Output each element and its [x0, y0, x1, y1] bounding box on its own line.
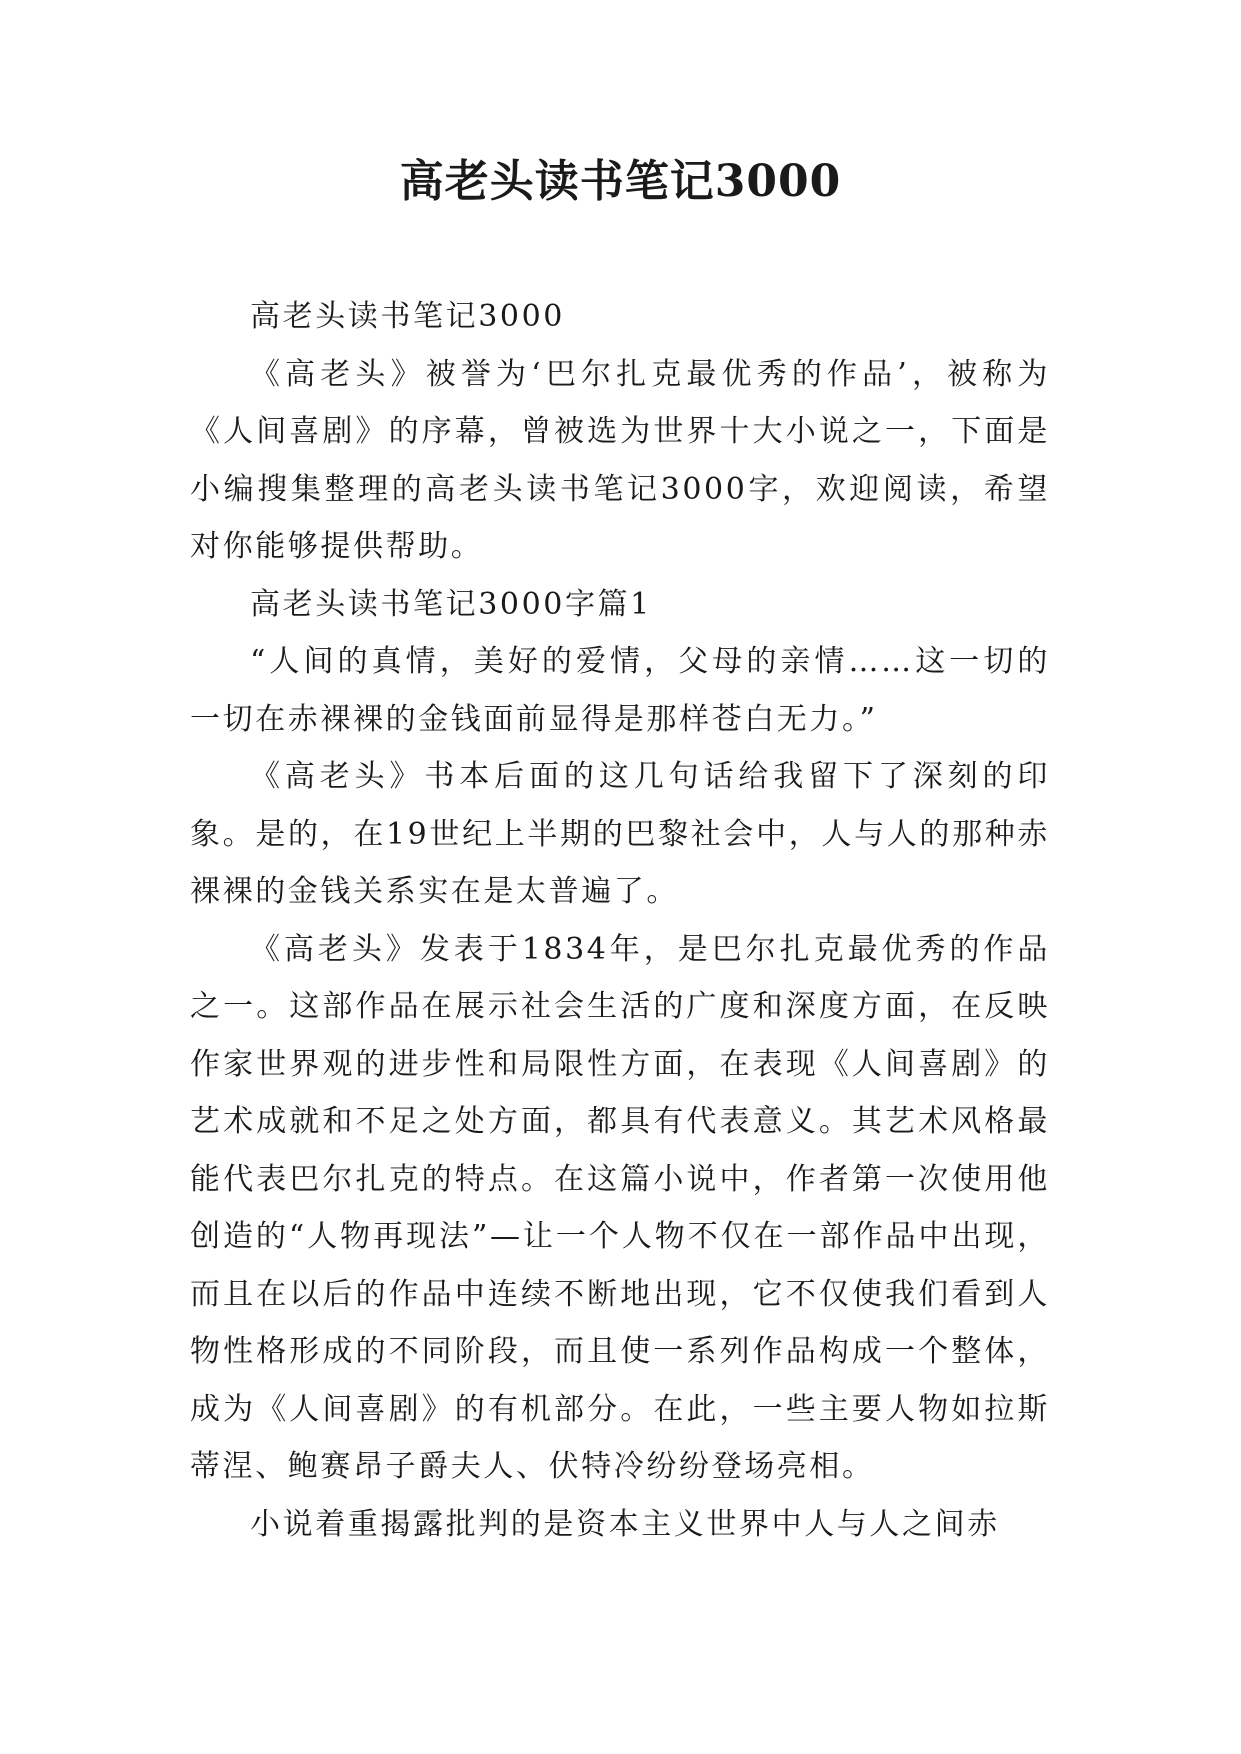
paragraph-impression: 《高老头》书本后面的这几句话给我留下了深刻的印象。是的，在19世纪上半期的巴黎社会中，人与人的那种赤裸裸的金钱关系实在是太普遍了。 — [190, 759, 1050, 909]
paragraph-intro: 《高老头》被誉为‘巴尔扎克最优秀的作品’，被称为《人间喜剧》的序幕，曾被选为世界十大小说之一，下面是小编搜集整理的高老头读书笔记3000字，欢迎阅读，希望对你能够提供帮助。 — [190, 356, 1050, 564]
paragraph-quote: “人间的真情，美好的爱情，父母的亲情……这一切的一切在赤裸裸的金钱面前显得是那样苍白无力。” — [190, 644, 1050, 737]
paragraph-background: 《高老头》发表于1834年，是巴尔扎克最优秀的作品之一。这部作品在展示社会生活的广度和深度方面，在反映作家世界观的进步性和局限性方面，在表现《人间喜剧》的艺术成就和不足之处方面，都具有代表意义。其艺术风格最能代表巴尔扎克的特点。在这篇小说中，作者第一次使用他创造的“人物再现法”—让一个人物不仅在一部作品中出现，而且在以后的作品中连续不断地出现，它不仅使我们看到人物性格形成的不同阶段，而且使一系列作品构成一个整体，成为《人间喜剧》的有机部分。在此，一些主要人物如拉斯蒂涅、鲍赛昂子爵夫人、伏特冷纷纷登场亮相。 — [190, 931, 1050, 1484]
paragraph-critique: 小说着重揭露批判的是资本主义世界中人与人之间赤 — [250, 1506, 1000, 1542]
document-body — [190, 288, 1050, 1553]
document-title: 高老头读书笔记3000 — [399, 156, 842, 207]
paragraph-subtitle: 高老头读书笔记3000 — [250, 299, 565, 334]
paragraph-section-heading: 高老头读书笔记3000字篇1 — [250, 586, 652, 622]
